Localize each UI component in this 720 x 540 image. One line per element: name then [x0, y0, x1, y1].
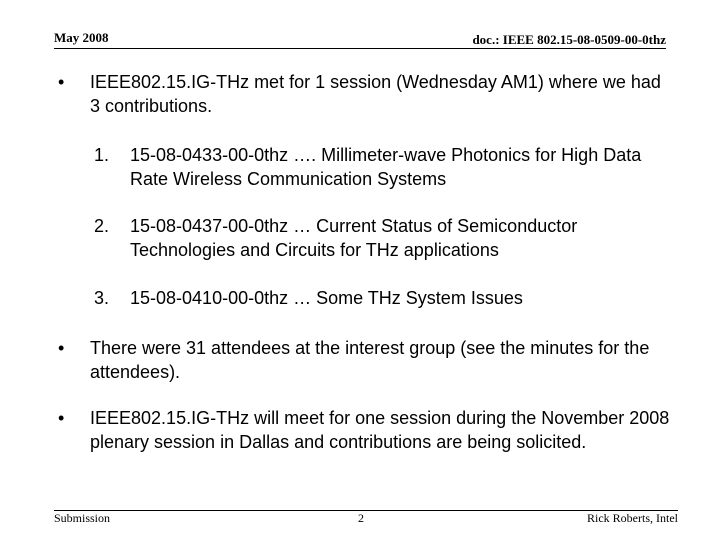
footer-submission: Submission	[54, 511, 111, 525]
header-doc-id: doc.: IEEE 802.15-08-0509-00-0thz	[472, 32, 666, 47]
bullet-text: IEEE802.15.IG-THz will meet for one session during the November 2008 plenary session in Dallas and contributions are being solicited.	[90, 408, 670, 452]
bullet-marker: •	[58, 408, 65, 428]
bullet-marker: •	[58, 72, 65, 92]
header-divider	[54, 48, 666, 49]
item-text: 15-08-0410-00-0thz … Some THz System Issues	[130, 288, 523, 308]
page-number: 2	[358, 511, 364, 525]
item-text: 15-08-0437-00-0thz … Current Status of Semiconductor Technologies and Circuits for THz applications	[130, 216, 578, 260]
header-date: May 2008	[54, 30, 109, 45]
footer-author: Rick Roberts, Intel	[587, 511, 678, 525]
bullet-text: IEEE802.15.IG-THz met for 1 session (Wednesday AM1) where we had 3 contributions.	[90, 72, 661, 116]
item-number: 2.	[94, 216, 110, 236]
item-text: 15-08-0433-00-0thz …. Millimeter-wave Photonics for High Data Rate Wireless Communication Systems	[130, 145, 642, 189]
bullet-text: There were 31 attendees at the interest group (see the minutes for the attendees).	[90, 338, 650, 382]
item-number: 1.	[94, 145, 110, 165]
footer-divider	[54, 510, 678, 511]
item-number: 3.	[94, 288, 110, 308]
bullet-marker: •	[58, 338, 65, 358]
